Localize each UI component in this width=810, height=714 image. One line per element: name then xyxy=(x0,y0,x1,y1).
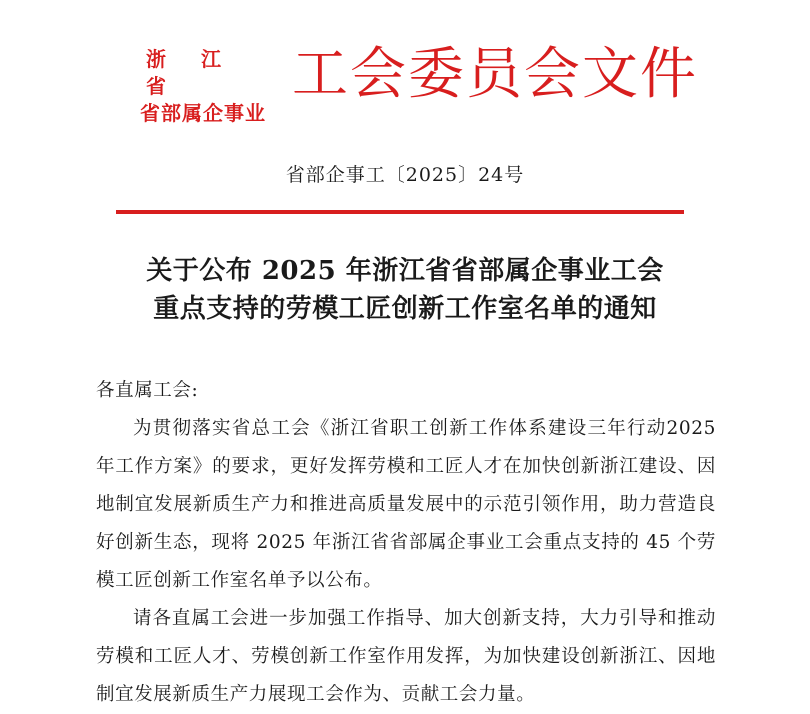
issuer-organization xyxy=(140,46,280,127)
issuer-line-sector: 省部属企事业 xyxy=(140,101,266,125)
issuer-document-title: 工会委员会文件 xyxy=(292,42,698,107)
body-paragraph: 请各直属工会进一步加强工作指导、加大创新支持，大力引导和推动劳模和工匠人才、劳模创新工作室作用发挥，为加快建设创新浙江、因地制宜发展新质生产力展现工会作为、贡献工会力量。 xyxy=(96,608,716,705)
document-number: 省部企事工〔2025〕24号 xyxy=(285,164,525,186)
notice-title-line1: 关于公布 2025 年浙江省省部属企事业工会 xyxy=(146,256,664,286)
salutation: 各直属工会: xyxy=(96,380,199,401)
issuer-line-province: 浙 江 省 xyxy=(146,47,235,98)
notice-title xyxy=(0,252,810,328)
red-divider xyxy=(116,210,684,214)
notice-body xyxy=(96,372,716,714)
body-paragraph: 为贯彻落实省总工会《浙江省职工创新工作体系建设三年行动2025 年工作方案》的要求，更好发挥劳模和工匠人才在加快创新浙江建设、因地制宜发展新质生产力和推进高质量发展中的示范引领作用，助力营造良好创新生态，现将 2025 年浙江省省部属企事业工会重点支持的 45 个劳模工匠创新工作室名单予以公布。 xyxy=(96,418,716,591)
notice-title-line2: 重点支持的劳模工匠创新工作室名单的通知 xyxy=(153,294,657,324)
document-header xyxy=(140,40,700,125)
